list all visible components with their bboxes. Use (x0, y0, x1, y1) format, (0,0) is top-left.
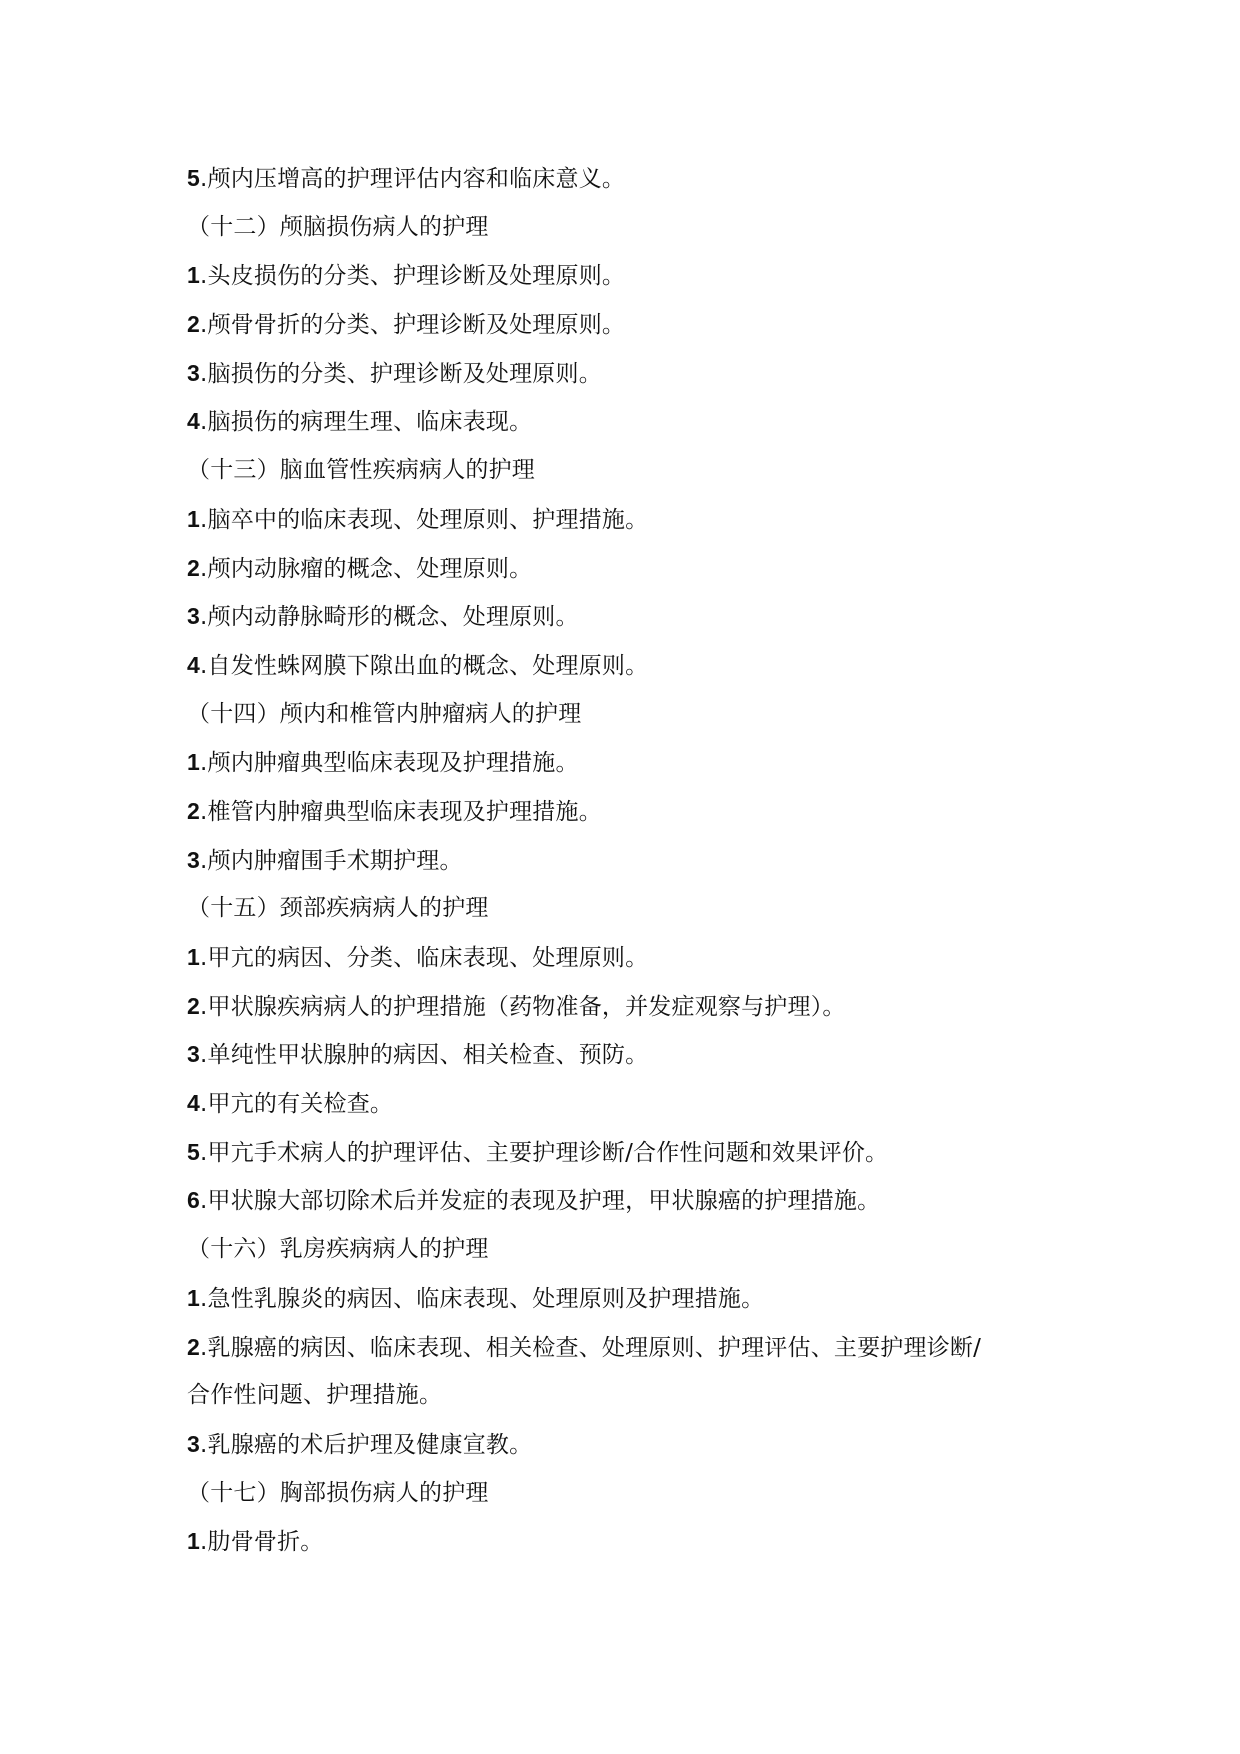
list-item (187, 251, 1087, 300)
item-text: .甲状腺疾病病人的护理措施（药物准备，并发症观察与护理）。 (200, 993, 846, 1020)
section-line (187, 446, 1087, 495)
list-item (187, 1079, 1087, 1128)
item-text: .乳腺癌的术后护理及健康宣教。 (200, 1431, 533, 1458)
item-text: .颅内肿瘤围手术期护理。 (200, 847, 463, 874)
item-text: .脑损伤的分类、护理诊断及处理原则。 (200, 360, 602, 387)
item-text: （十六）乳房疾病病人的护理 (187, 1236, 489, 1263)
section-line (187, 884, 1087, 933)
item-text: .颅内压增高的护理评估内容和临床意义。 (200, 166, 626, 192)
section-line (187, 690, 1087, 739)
item-number: 6 (187, 1187, 200, 1214)
item-text: 合作性问题、护理措施。 (187, 1382, 443, 1409)
document-body (187, 154, 1087, 1566)
item-number: 5 (187, 165, 200, 191)
item-number: 4 (187, 408, 200, 435)
item-number: 3 (187, 846, 200, 873)
item-number: 5 (187, 1138, 200, 1165)
list-item (187, 300, 1087, 349)
item-number: 3 (187, 359, 200, 386)
item-text: .头皮损伤的分类、护理诊断及处理原则。 (200, 263, 626, 290)
item-text: .甲状腺大部切除术后并发症的表现及护理，甲状腺癌的护理措施。 (200, 1188, 881, 1215)
list-item (187, 397, 1087, 446)
item-text: .甲亢的有关检查。 (200, 1091, 394, 1118)
item-number: 1 (187, 749, 200, 776)
list-item (187, 592, 1087, 641)
item-number: 2 (187, 1333, 200, 1360)
item-text: .急性乳腺炎的病因、临床表现、处理原则及护理措施。 (200, 1285, 765, 1312)
item-number: 2 (187, 992, 200, 1019)
section-line (187, 1225, 1087, 1274)
item-text: .脑卒中的临床表现、处理原则、护理措施。 (200, 506, 649, 533)
item-text: .颅内肿瘤典型临床表现及护理措施。 (200, 750, 579, 777)
item-number: 3 (187, 1430, 200, 1457)
list-item (187, 1274, 1087, 1323)
list-item (187, 982, 1087, 1031)
item-text: .颅内动静脉畸形的概念、处理原则。 (200, 604, 579, 631)
item-text: .脑损伤的病理生理、临床表现。 (200, 409, 533, 436)
list-item (187, 1517, 1087, 1566)
item-text: .肋骨骨折。 (200, 1529, 324, 1556)
list-item (187, 544, 1087, 593)
list-item (187, 154, 1087, 203)
item-text: （十五）颈部疾病病人的护理 (187, 895, 489, 922)
item-number: 2 (187, 554, 200, 581)
item-number: 2 (187, 797, 200, 824)
list-item (187, 738, 1087, 787)
item-number: 1 (187, 944, 200, 970)
item-number: 2 (187, 311, 200, 338)
list-item (187, 349, 1087, 398)
item-text: .颅内动脉瘤的概念、处理原则。 (200, 555, 533, 582)
list-item (187, 787, 1087, 836)
item-number: 1 (187, 1284, 200, 1311)
item-text: .颅骨骨折的分类、护理诊断及处理原则。 (200, 312, 626, 339)
item-text: .甲亢手术病人的护理评估、主要护理诊断/合作性问题和效果评价。 (200, 1139, 889, 1166)
list-item (187, 933, 1087, 982)
list-item (187, 641, 1087, 690)
item-text: （十七）胸部损伤病人的护理 (187, 1479, 489, 1506)
item-number: 1 (187, 505, 200, 532)
section-line (187, 203, 1087, 252)
item-number: 3 (187, 1041, 200, 1068)
item-text: .椎管内肿瘤典型临床表现及护理措施。 (200, 798, 602, 825)
item-text: .乳腺癌的病因、临床表现、相关检查、处理原则、护理评估、主要护理诊断/ (200, 1334, 982, 1361)
list-item (187, 836, 1087, 885)
section-line (187, 1469, 1087, 1518)
item-text: .甲亢的病因、分类、临床表现、处理原则。 (200, 945, 649, 971)
item-text: （十三）脑血管性疾病病人的护理 (187, 457, 535, 484)
item-text: （十二）颅脑损伤病人的护理 (187, 213, 489, 240)
item-number: 1 (187, 262, 200, 289)
list-item (187, 1176, 1087, 1225)
list-item (187, 1420, 1087, 1469)
section-line (187, 1371, 1087, 1420)
item-text: .自发性蛛网膜下隙出血的概念、处理原则。 (200, 652, 649, 679)
list-item (187, 1128, 1087, 1177)
item-text: （十四）颅内和椎管内肿瘤病人的护理 (187, 700, 582, 727)
item-number: 4 (187, 651, 200, 678)
item-number: 1 (187, 1528, 200, 1555)
list-item (187, 495, 1087, 544)
item-number: 4 (187, 1090, 200, 1117)
item-number: 3 (187, 603, 200, 630)
item-text: .单纯性甲状腺肿的病因、相关检查、预防。 (200, 1042, 649, 1069)
list-item (187, 1030, 1087, 1079)
list-item (187, 1323, 1087, 1372)
